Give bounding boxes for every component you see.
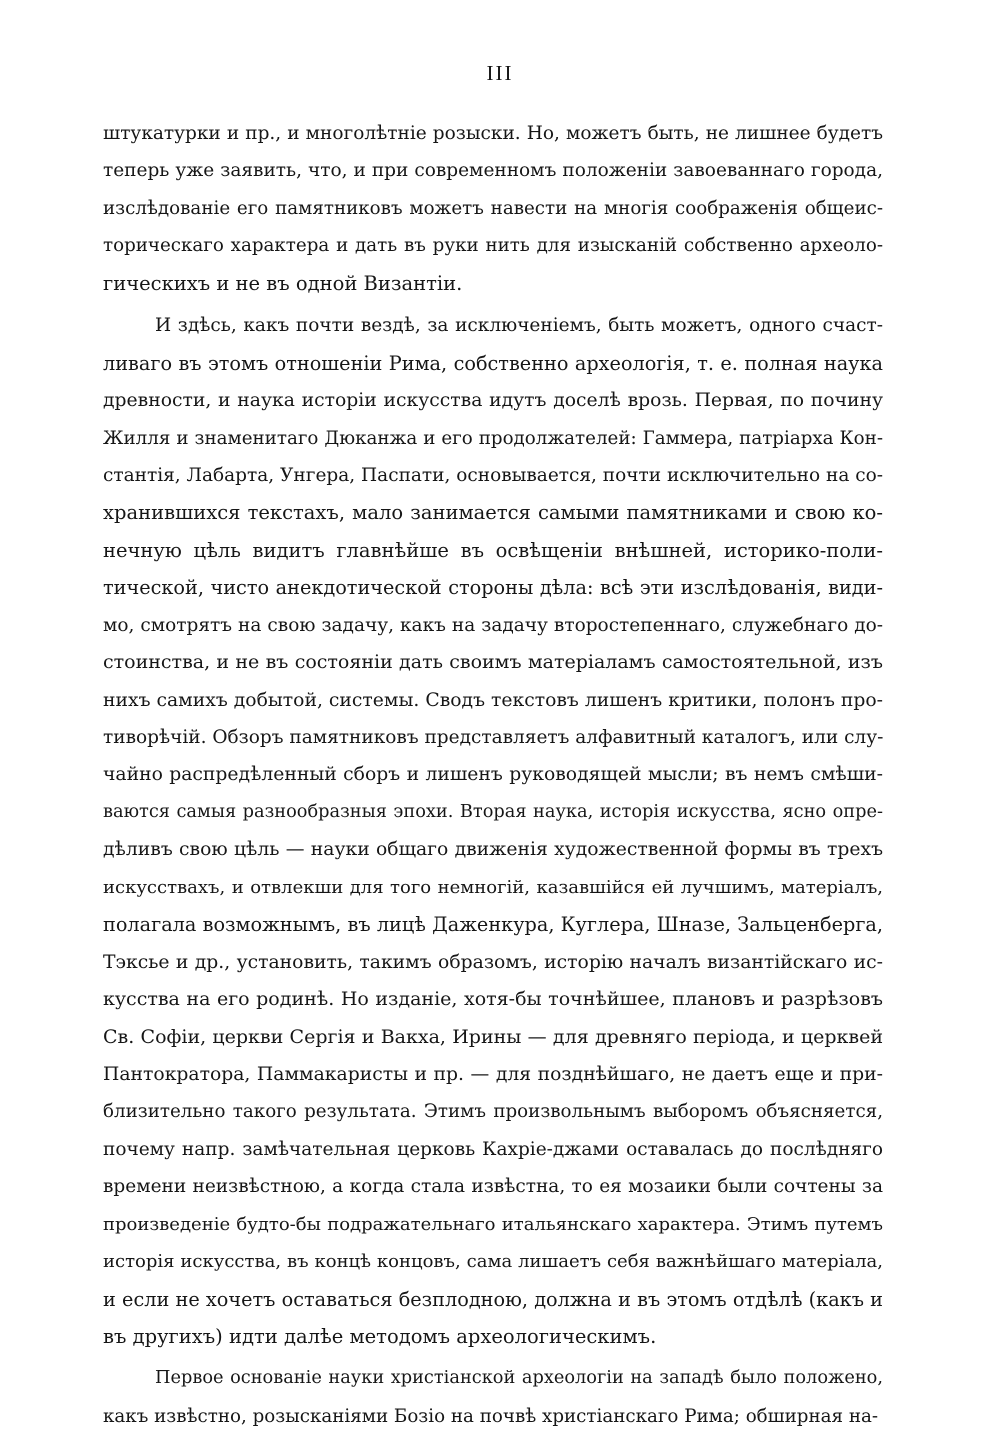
- text-line: произведеніе будто-бы подражательнаго итальянскаго характера. Этимъ путемъ: [103, 1213, 883, 1235]
- text-line: исторія искусства, въ концѣ концовъ, сама лишаетъ себя важнѣйшаго матеріала,: [103, 1251, 883, 1273]
- text-line: дѣливъ свою цѣль — науки общаго движенія художественной формы въ трехъ: [103, 839, 883, 861]
- text-line: нечную цѣль видитъ главнѣйше въ освѣщеніи внѣшней, историко-поли-: [103, 538, 883, 562]
- page-number: III: [486, 61, 514, 85]
- text-line: Пантократора, Паммакаристы и пр. — для позднѣйшаго, не даетъ еще и при-: [103, 1063, 883, 1085]
- text-line: почему напр. замѣчательная церковь Кахріе-джами оставалась до послѣдняго: [103, 1138, 883, 1160]
- body-text: [103, 115, 883, 1435]
- text-line: стоинства, и не въ состояніи дать своимъ матеріаламъ самостоятельной, изъ: [103, 651, 883, 674]
- text-line: тической, чисто анекдотической стороны дѣла: всѣ эти изслѣдованія, види-: [103, 576, 883, 600]
- text-line: ливаго въ этомъ отношеніи Рима, собственно археологія, т. е. полная наука: [103, 351, 883, 375]
- text-line: близительно такого результата. Этимъ произвольнымъ выборомъ объясняется,: [103, 1101, 883, 1123]
- paragraph-p1: [103, 115, 883, 302]
- text-line: теперь уже заявить, что, и при современномъ положеніи завоеваннаго города,: [103, 160, 883, 182]
- text-line: Жилля и знаменитаго Дюканжа и его продолжателей: Гаммера, патріарха Кон-: [103, 427, 883, 449]
- text-line: древности, и наука исторіи искусства идутъ доселѣ врозь. Первая, по почину: [103, 390, 883, 412]
- text-line: въ другихъ) идти далѣе методомъ археологическимъ.: [103, 1325, 657, 1348]
- text-line: хранившихся текстахъ, мало занимается самыми памятниками и свою ко-: [103, 501, 883, 525]
- text-line: тиворѣчій. Обзоръ памятниковъ представляетъ алфавитный каталогъ, или слу-: [103, 727, 884, 748]
- text-line: Первое основаніе науки христіанской археологіи на западѣ было положено,: [155, 1368, 883, 1389]
- text-line: гическихъ и не въ одной Византіи.: [103, 271, 463, 295]
- text-line: И здѣсь, какъ почти вездѣ, за исключеніемъ, быть можетъ, одного счаст-: [155, 315, 883, 337]
- text-line: Тэксье и др., установить, такимъ образомъ, исторію началъ византійскаго ис-: [103, 951, 883, 973]
- text-line: штукатурки и пр., и многолѣтніе розыски. Но, можетъ быть, не лишнее будетъ: [103, 123, 883, 144]
- text-line: какъ извѣстно, розысканіями Бозіо на почвѣ христіанскаго Рима; обширная на-: [103, 1405, 879, 1427]
- text-line: Св. Софіи, церкви Сергія и Вакха, Ирины — для древняго періода, и церквей: [103, 1025, 883, 1048]
- text-line: мо, смотрятъ на свою задачу, какъ на задачу второстепеннаго, служебнаго до-: [103, 614, 883, 636]
- text-line: кусства на его родинѣ. Но изданіе, хотя-бы точнѣйшее, плановъ и разрѣзовъ: [103, 988, 883, 1011]
- text-line: искусствахъ, и отвлекши для того немногій, казавшійся ей лучшимъ, матеріалъ,: [103, 876, 883, 898]
- text-line: и если не хочетъ оставаться безплодною, должна и въ этомъ отдѣлѣ (какъ и: [103, 1287, 883, 1311]
- text-line: изслѣдованіе его памятниковъ можетъ навести на многія соображенія общеис-: [103, 197, 883, 219]
- text-line: нихъ самихъ добытой, системы. Сводъ текстовъ лишенъ критики, полонъ про-: [103, 689, 883, 711]
- text-line: времени неизвѣстною, а когда стала извѣстна, то ея мозаики были сочтены за: [103, 1176, 883, 1198]
- text-line: стантія, Лабарта, Унгера, Паспати, основывается, почти исключительно на со-: [103, 464, 883, 486]
- paragraph-p2: [103, 307, 883, 1355]
- text-line: чайно распредѣленный сборъ и лишенъ руководящей мысли; въ немъ смѣши-: [103, 764, 883, 786]
- text-line: торическаго характера и дать въ руки нить для изысканій собственно археоло-: [103, 235, 883, 257]
- text-line: ваются самыя разнообразныя эпохи. Вторая наука, исторія искусства, ясно опре-: [103, 801, 883, 822]
- text-line: полагала возможнымъ, въ лицѣ Даженкура, Куглера, Шназе, Зальценберга,: [103, 913, 883, 937]
